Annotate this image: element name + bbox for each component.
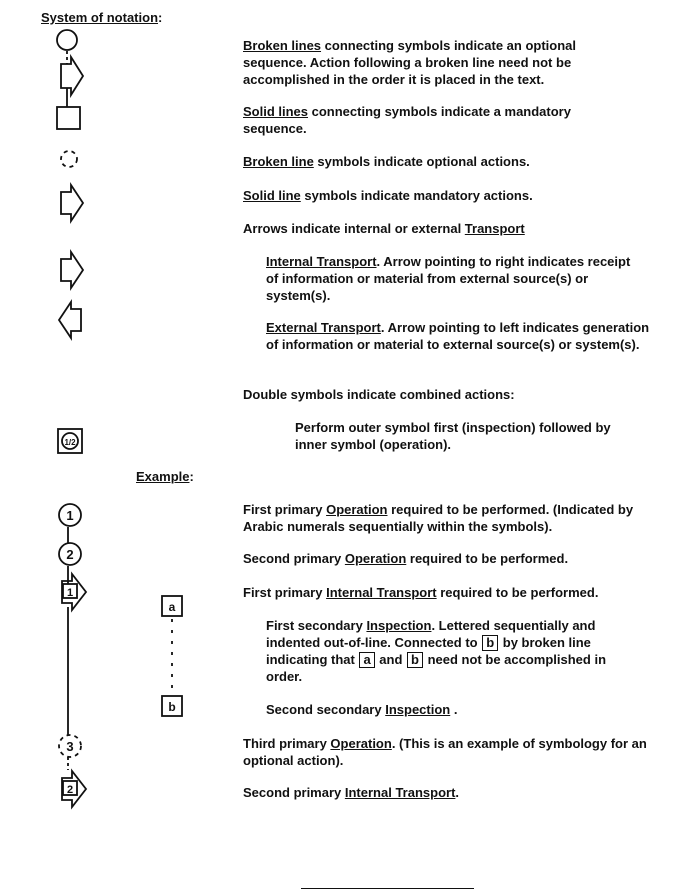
example-transport-2-arrow-icon	[62, 771, 86, 807]
notation-heading: System of notation:	[41, 10, 163, 25]
external-transport-paragraph: External Transport. Arrow pointing to left indicates generation of information or material to external source(s) or system(s).	[266, 320, 650, 352]
example-transport-1-arrow-icon	[62, 574, 86, 610]
first-operation-paragraph: First primary Operation required to be performed. (Indicated by Arabic numerals sequentially within the symbols).	[243, 502, 634, 534]
second-internal-transport-paragraph: Second primary Internal Transport.	[243, 785, 460, 800]
example-inspection-a-label: a	[168, 600, 176, 614]
footer-rule	[301, 888, 474, 889]
second-operation-paragraph: Second primary Operation required to be performed.	[243, 551, 569, 566]
broken-line-symbols-paragraph: Broken line symbols indicate optional actions.	[243, 154, 530, 169]
example-operation-2-label: 2	[66, 547, 74, 562]
inline-box-a: a	[359, 652, 374, 668]
inspection-square-icon	[57, 107, 80, 129]
second-secondary-inspection-paragraph: Second secondary Inspection .	[266, 702, 458, 717]
broken-circle-icon	[61, 151, 77, 167]
internal-transport-paragraph: Internal Transport. Arrow pointing to right indicates receipt of information or material from external source(s) or system(s).	[266, 254, 631, 303]
operation-circle-icon	[57, 30, 77, 50]
arrows-paragraph: Arrows indicate internal or external Transport	[243, 221, 525, 236]
example-transport-2-label: 2	[66, 784, 74, 796]
internal-transport-arrow-icon	[61, 57, 83, 95]
notation-heading-title: System of notation	[41, 10, 159, 25]
double-symbols-detail-paragraph: Perform outer symbol first (inspection) followed by inner symbol (operation).	[295, 420, 611, 452]
example-transport-1-label: 1	[66, 587, 74, 599]
example-inspection-b-label: b	[168, 700, 176, 714]
double-symbol-label: 1/2	[64, 438, 76, 447]
first-internal-transport-paragraph: First primary Internal Transport required to be performed.	[243, 585, 599, 600]
internal-transport-right-arrow-icon	[61, 252, 83, 288]
inline-box-b: b	[482, 635, 498, 651]
external-transport-left-arrow-icon	[59, 302, 81, 338]
double-symbols-paragraph: Double symbols indicate combined actions:	[243, 387, 515, 402]
example-operation-3-label: 3	[66, 739, 74, 754]
third-operation-paragraph: Third primary Operation. (This is an example of symbology for an optional action).	[243, 736, 647, 768]
example-operation-1-label: 1	[66, 508, 74, 523]
solid-lines-connecting-paragraph: Solid lines connecting symbols indicate a mandatory sequence.	[243, 104, 571, 136]
solid-arrow-icon	[61, 185, 83, 221]
inline-box-b-2: b	[407, 652, 423, 668]
broken-lines-connecting-paragraph: Broken lines connecting symbols indicate an optional sequence. Action following a broken line need not be accomplished in the order it is placed in the text.	[243, 38, 577, 87]
example-label: Example:	[136, 469, 194, 484]
solid-line-symbols-paragraph: Solid line symbols indicate mandatory actions.	[243, 188, 533, 203]
first-secondary-inspection-paragraph: First secondary Inspection. Lettered sequentially and indented out-of-line. Connected to b by broken line indicating that a and b need not be accomplished in order.	[266, 618, 607, 684]
